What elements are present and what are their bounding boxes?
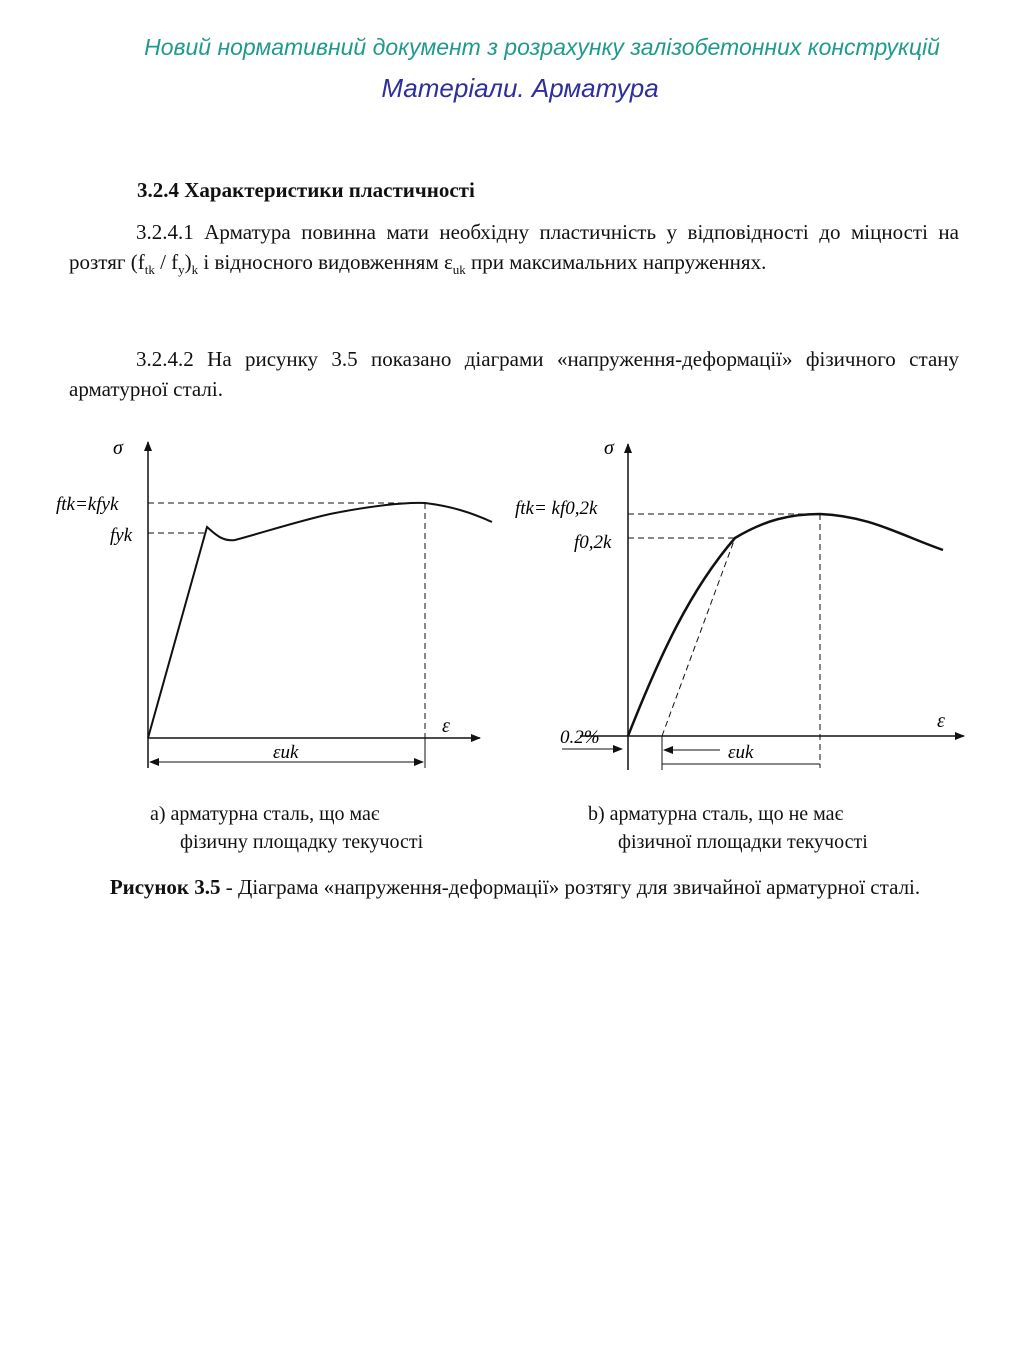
section-heading: 3.2.4 Характеристики пластичності	[137, 178, 475, 202]
epsilon-label-a: ε	[442, 715, 450, 737]
fyk-label-a: fyk	[110, 525, 133, 546]
caption-b-line1: b) арматурна сталь, що не має	[588, 803, 844, 825]
euk-label-b: εuk	[728, 742, 754, 763]
caption-a-line1: а) арматурна сталь, що має	[150, 803, 380, 825]
slide-title: Матеріали. Арматура	[381, 73, 659, 103]
figure-number: Рисунок 3.5	[109, 875, 221, 899]
figure-caption	[60, 872, 970, 902]
offset-line-b	[662, 538, 735, 736]
p1-text-d: і відносного видовженням ε	[198, 250, 453, 274]
p1-sub-uk: uk	[452, 262, 466, 278]
p1-text-c: )	[184, 250, 192, 274]
p1-text-e: при максимальних напруженнях.	[465, 250, 767, 274]
caption-b	[588, 800, 868, 856]
ftk-label-b: ftk= kf0,2k	[515, 498, 598, 519]
caption-a-line2: фізичну площадку текучості	[180, 831, 424, 853]
curve-b	[628, 514, 943, 736]
p1-sub-y: y	[178, 262, 185, 278]
document-series-title: Новий нормативний документ з розрахунку залізобетонних конструкцій	[144, 34, 940, 60]
p1-text-a: 3.2.4.1 Арматура повинна мати необхідну пластичність у відповідності до міцності на розтяг (f	[69, 220, 959, 274]
p1-sub-tk: tk	[144, 262, 155, 278]
p1-sub-k: k	[191, 262, 199, 278]
p1-text-b: / f	[154, 250, 179, 274]
figure-caption-text: - Діаграма «напруження-деформації» розтягу для звичайної арматурної сталі.	[220, 875, 921, 899]
sigma-label-a: σ	[113, 437, 123, 459]
f02-label-b: f0,2k	[574, 532, 612, 553]
euk-label-a: εuk	[273, 742, 299, 763]
p2-text: 3.2.4.2 На рисунку 3.5 показано діаграми «напруження-деформації» фізичного стану арматурної сталі.	[69, 347, 959, 401]
curve-a	[148, 503, 492, 738]
offset-label-b: 0.2%	[560, 727, 600, 748]
stress-strain-figure	[40, 430, 980, 780]
caption-a	[150, 800, 423, 856]
diagram-b	[515, 437, 964, 770]
caption-b-line2: фізичної площадки текучості	[618, 831, 868, 853]
paragraph-3-2-4-1	[69, 217, 959, 285]
paragraph-3-2-4-2	[69, 344, 959, 404]
epsilon-label-b: ε	[937, 710, 945, 732]
ftk-label-a: ftk=kfyk	[56, 494, 119, 515]
sigma-label-b: σ	[604, 437, 614, 459]
diagram-a	[56, 437, 492, 768]
